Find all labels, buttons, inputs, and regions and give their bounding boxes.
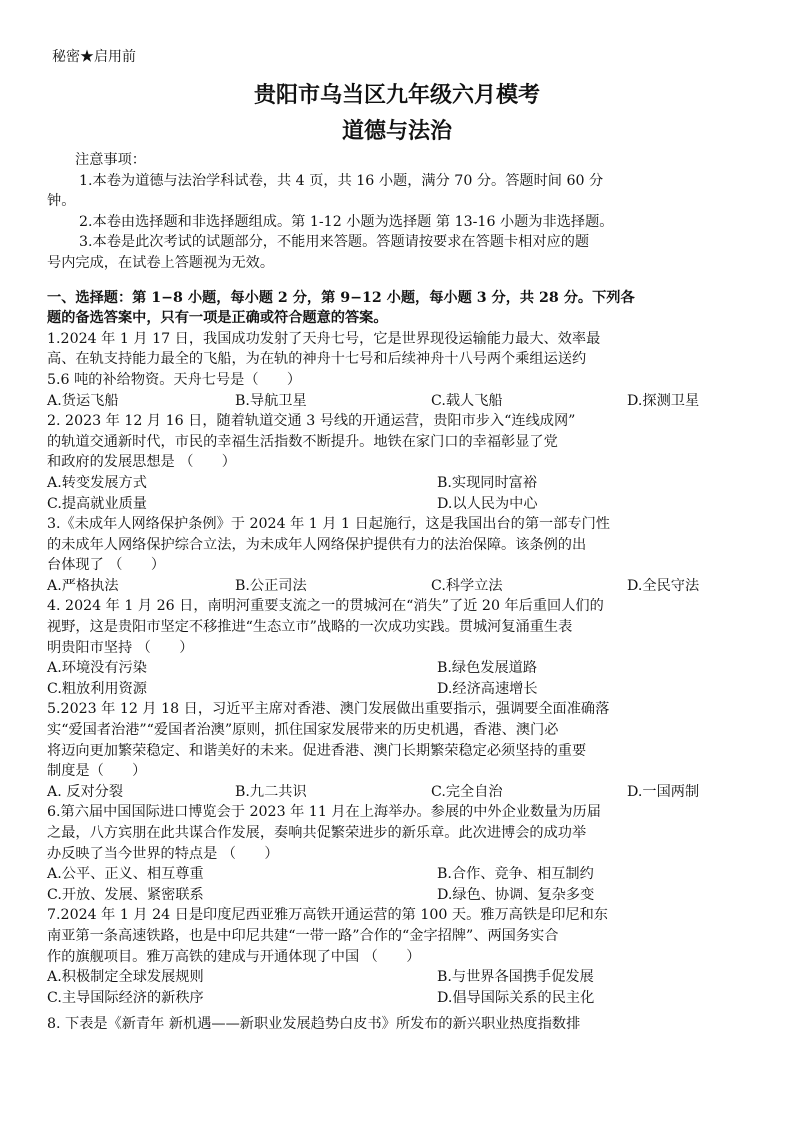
question-stem: 1.2024 年 1 月 17 日，我国成功发射了天舟七号，它是世界现役运输能力最大、效率最 — [47, 330, 601, 347]
option-b: B.导航卫星 — [235, 392, 307, 409]
question-stem: 高、在轨支持能力最全的飞船，为在轨的神舟十七号和后续神舟十八号两个乘组运送约 — [47, 351, 587, 368]
option-group — [47, 967, 753, 1008]
option-a: A.积极制定全球发展规则 — [47, 969, 204, 986]
subject-title: 道德与法治 — [341, 118, 452, 144]
question-stem: 台体现了 （ ） — [47, 557, 166, 574]
notice-line: 钟。 — [47, 193, 76, 210]
option-c: C.主导国际经济的新秩序 — [47, 989, 204, 1006]
question-stem: 视野，这是贵阳市坚定不移推进“生态立市”战略的一次成功实践。贯城河复涌重生表 — [47, 619, 573, 636]
option-a: A.严格执法 — [47, 577, 119, 594]
option-c: C.完全自治 — [431, 783, 503, 800]
option-b: B.实现同时富裕 — [437, 474, 538, 491]
option-d: D.经济高速增长 — [437, 680, 538, 697]
option-group — [47, 576, 753, 597]
question-1 — [47, 329, 753, 411]
question-stem: 之最，八方宾朋在此共谋合作发展，奏响共促繁荣进步的新乐章。此次进博会的成功举 — [47, 825, 587, 841]
question-stem: 办反映了当今世界的特点是 （ ） — [47, 845, 279, 862]
option-b: B.合作、竞争、相互制约 — [437, 866, 594, 883]
section-heading: 一、选择题：第 1−8 小题，每小题 2 分，第 9−12 小题，每小题 3 分，共 28 分。下列各 — [47, 289, 635, 306]
question-5 — [47, 699, 753, 802]
question-stem: 的轨道交通新时代，市民的幸福生活指数不断提升。地铁在家门口的幸福彰显了党 — [47, 433, 558, 450]
option-group — [47, 782, 753, 803]
question-stem: 5.6 吨的补给物资。天舟七号是（ ） — [47, 371, 302, 388]
option-c: C.载人飞船 — [431, 392, 503, 409]
question-6 — [47, 802, 753, 905]
question-stem: 5.2023 年 12 月 18 日，习近平主席对香港、澳门发展做出重要指示，强调要全面准确落 — [47, 701, 610, 718]
notice-line: 3.本卷是此次考试的试题部分，不能用来答题。答题请按要求在答题卡相对应的题 — [79, 234, 590, 251]
question-stem: 6.第六届中国国际进口博览会于 2023 年 11 月在上海举办。参展的中外企业数量为历届 — [47, 804, 601, 821]
question-stem: 7.2024 年 1 月 24 日是印度尼西亚雅万高铁开通运营的第 100 天。雅万高铁是印尼和东 — [47, 907, 608, 924]
option-group — [47, 658, 753, 699]
exam-content — [47, 150, 753, 1035]
notice-line: 号内完成，在试卷上答题视为无效。 — [47, 254, 275, 271]
notice-line: 2.本卷由选择题和非选择题组成。第 1-12 小题为选择题 第 13-16 小题为非选择题。 — [79, 213, 614, 230]
exam-title: 贵阳市乌当区九年级六月模考 — [253, 82, 540, 108]
question-stem: 2. 2023 年 12 月 16 日，随着轨道交通 3 号线的开通运营，贵阳市步入“连线成网” — [47, 413, 576, 430]
option-group — [47, 391, 753, 412]
section-heading: 题的备选答案中，只有一项是正确或符合题意的答案。 — [47, 310, 388, 327]
question-4 — [47, 596, 753, 699]
question-stem: 明贵阳市坚持 （ ） — [47, 639, 194, 656]
option-c: C.提高就业质量 — [47, 495, 147, 512]
option-b: B.绿色发展道路 — [437, 660, 538, 677]
option-c: C.粗放利用资源 — [47, 680, 147, 697]
question-stem: 4. 2024 年 1 月 26 日，南明河重要支流之一的贯城河在“消失”了近 20 年后重回人们的 — [47, 598, 604, 615]
option-a: A.公平、正义、相互尊重 — [47, 866, 204, 883]
option-c: C.科学立法 — [431, 577, 503, 594]
option-a: A.环境没有污染 — [47, 660, 147, 677]
option-d: D.以人民为中心 — [437, 495, 538, 512]
option-a: A. 反对分裂 — [47, 783, 124, 800]
option-b: B.公正司法 — [235, 577, 307, 594]
question-3 — [47, 514, 753, 596]
question-stem: 将迈向更加繁荣稳定、和谐美好的未来。促进香港、澳门长期繁荣稳定必须坚持的重要 — [47, 742, 587, 759]
question-stem: 和政府的发展思想是 （ ） — [47, 454, 236, 471]
option-group — [47, 473, 753, 514]
option-d: D.全民守法 — [627, 577, 700, 594]
notice-line: 1.本卷为道德与法治学科试卷，共 4 页，共 16 小题，满分 70 分。答题时间 60 分 — [79, 172, 604, 189]
option-d: D.绿色、协调、复杂多变 — [437, 886, 595, 903]
option-d: D.探测卫星 — [627, 392, 700, 409]
question-stem: 南亚第一条高速铁路，也是中印尼共建“一带一路”合作的“金字招牌”、两国务实合 — [47, 927, 559, 944]
question-stem: 实“爱国者治港”“爱国者治澳”原则，抓住国家发展带来的历史机遇，香港、澳门必 — [47, 722, 559, 739]
option-b: B.与世界各国携手促发展 — [437, 969, 594, 986]
option-d: D.一国两制 — [627, 783, 700, 800]
question-7 — [47, 905, 753, 1008]
question-stem: 的未成年人网络保护综合立法，为未成年人网络保护提供有力的法治保障。该条例的出 — [47, 536, 587, 553]
confidential-mark: 秘密★启用前 — [52, 49, 136, 65]
option-group — [47, 864, 753, 905]
question-stem: 制度是（ ） — [47, 763, 147, 780]
question-stem: 8. 下表是《新青年 新机遇——新职业发展趋势白皮书》所发布的新兴职业热度指数排 — [47, 1016, 581, 1033]
option-a: A.转变发展方式 — [47, 474, 147, 491]
option-a: A.货运飞船 — [47, 392, 119, 409]
question-8 — [47, 1014, 753, 1035]
option-d: D.倡导国际关系的民主化 — [437, 989, 595, 1006]
notice-heading: 注意事项： — [75, 152, 146, 168]
question-stem: 作的旗舰项目。雅万高铁的建成与开通体现了中国 （ ） — [47, 948, 421, 965]
option-b: B.九二共识 — [235, 783, 307, 800]
option-c: C.开放、发展、紧密联系 — [47, 886, 204, 903]
question-2 — [47, 411, 753, 514]
question-stem: 3.《未成年人网络保护条例》于 2024 年 1 月 1 日起施行，这是我国出台的第一部专门性 — [47, 516, 610, 533]
